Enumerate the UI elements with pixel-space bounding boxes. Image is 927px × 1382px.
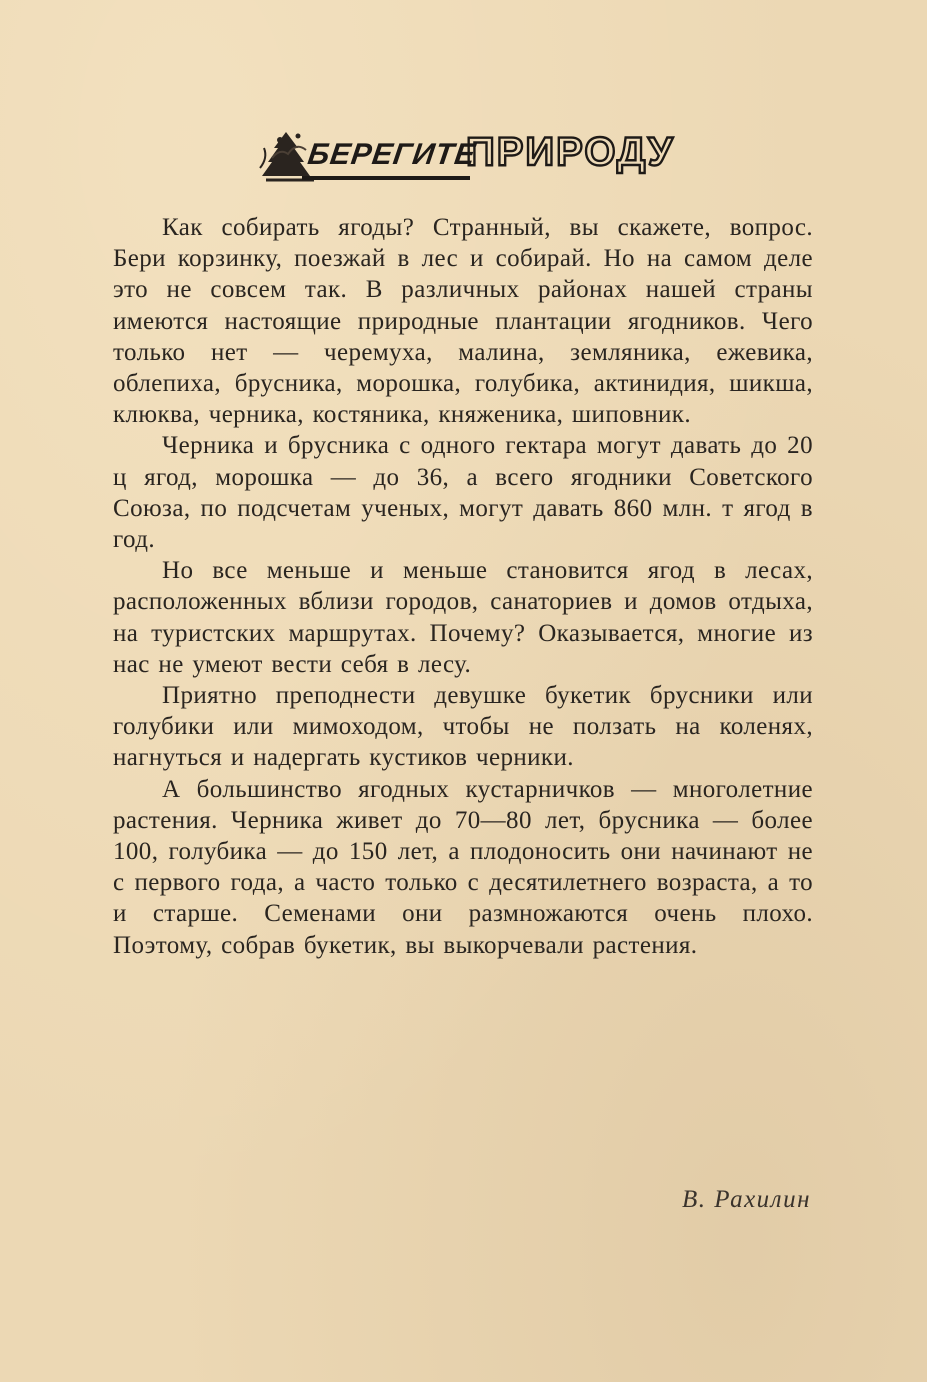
article-body	[113, 212, 813, 961]
paragraph: А большинство ягодных кустарничков — многолетние растения. Черника живет до 70—80 лет, брусника — более 100, голубика — до 150 лет, а плодоносить они начинают не с первого года, а часто только с десятилетнего возраста, а то и старше. Семенами они размножаются очень плохо. Поэтому, собрав букетик, вы выкорчевали растения.	[113, 775, 813, 959]
heading	[258, 118, 678, 190]
paragraph: Приятно преподнести девушке букетик брусники или голубики или мимоходом, чтобы не ползать на коленях, нагнуться и надергать кустиков черники.	[113, 682, 813, 772]
heading-title-part1: БЕРЕГИТЕ	[305, 138, 478, 171]
heading-underline	[302, 176, 470, 180]
author-signature: В. Рахилин	[682, 1186, 811, 1213]
heading-title-part2: ПРИРОДУ	[466, 130, 675, 174]
paragraph: Но все меньше и меньше становится ягод в лесах, расположенных вблизи городов, санаториев и домов отдыха, на туристских маршрутах. Почему? Оказывается, многие из нас не умеют вести себя в лесу.	[113, 557, 813, 678]
paragraph: Черника и брусника с одного гектара могут давать до 20 ц ягод, морошка — до 36, а всего ягодники Советского Союза, по подсчетам ученых, могут давать 860 млн. т ягод в год.	[113, 432, 813, 554]
paragraph: Как собирать ягоды? Странный, вы скажете, вопрос. Бери корзинку, поезжай в лес и собирай. Но на самом деле это не совсем так. В различных районах нашей страны имеются настоящие природные плантации ягодников. Чего только нет — черемуха, малина, земляника, ежевика, облепиха, брусника, морошка, голубика, актинидия, шикша, клюква, черника, костяника, княженика, шиповник.	[113, 214, 813, 429]
